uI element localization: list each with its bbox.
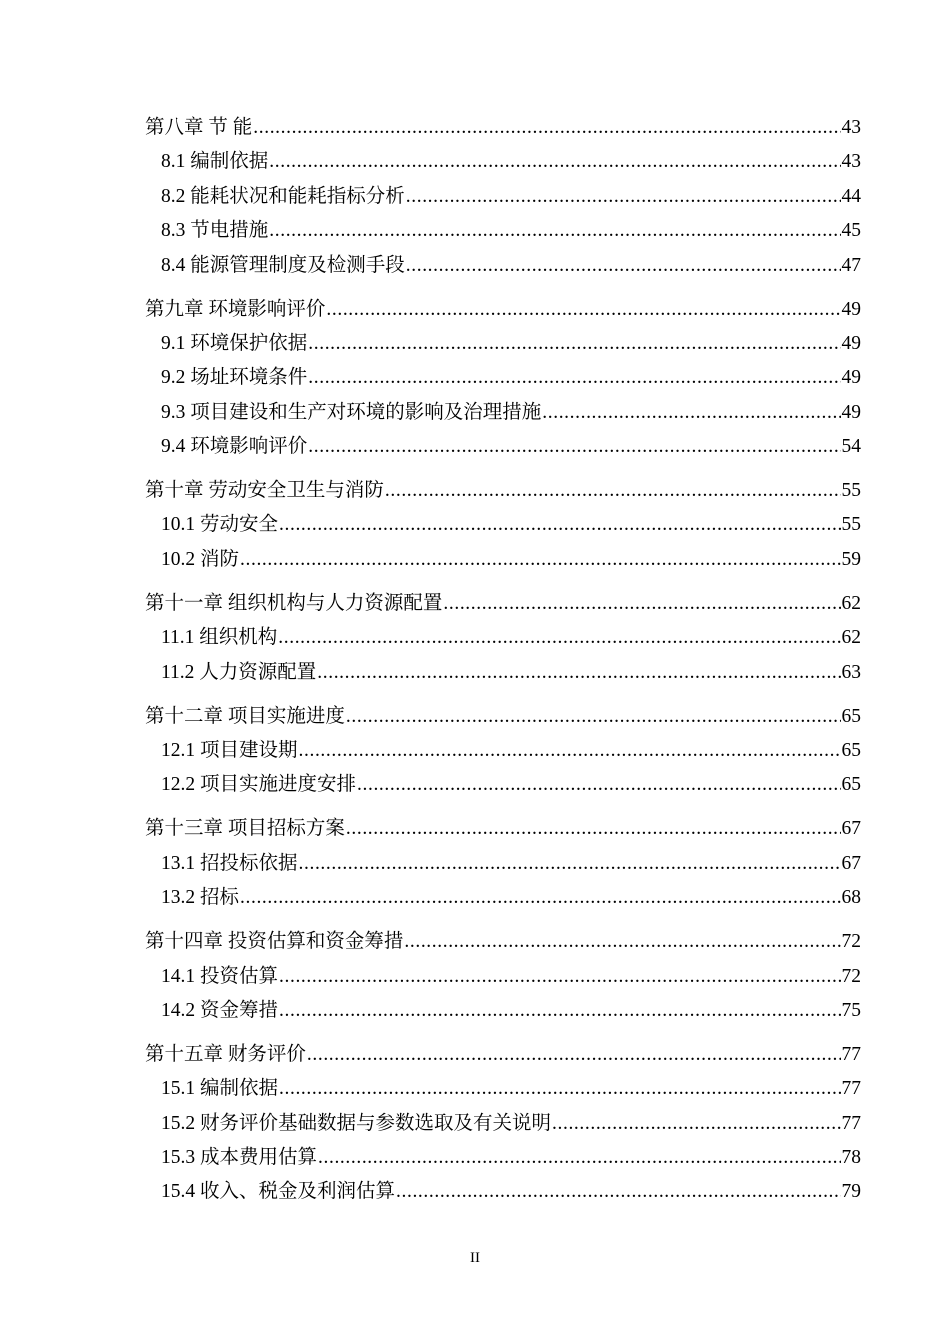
toc-entry-label: 第十三章 项目招标方案 bbox=[145, 818, 345, 840]
toc-entry-page: 49 bbox=[841, 367, 861, 389]
dot-leader bbox=[279, 1072, 840, 1106]
toc-entry-label: 8.2 能耗状况和能耗指标分析 bbox=[161, 185, 405, 207]
toc-entry-page: 77 bbox=[841, 1043, 861, 1065]
toc-section-entry[interactable] bbox=[145, 180, 861, 214]
toc-entry-label: 第九章 环境影响评价 bbox=[145, 298, 326, 320]
toc-entry-label: 9.4 环境影响评价 bbox=[161, 436, 308, 458]
toc-section-entry[interactable] bbox=[145, 960, 861, 994]
toc-section-entry[interactable] bbox=[145, 1175, 861, 1209]
toc-entry-label: 15.4 收入、税金及利润估算 bbox=[161, 1181, 396, 1203]
dot-leader bbox=[279, 994, 840, 1028]
dot-leader bbox=[299, 847, 841, 881]
toc-entry-label: 8.4 能源管理制度及检测手段 bbox=[161, 254, 405, 276]
toc-entry-label: 13.1 招投标依据 bbox=[161, 852, 298, 874]
dot-leader bbox=[308, 430, 840, 464]
toc-section-entry[interactable] bbox=[145, 145, 861, 179]
dot-leader bbox=[240, 543, 840, 577]
toc-section-entry[interactable] bbox=[145, 361, 861, 395]
toc-entry-label: 14.2 资金筹措 bbox=[161, 999, 279, 1021]
dot-leader bbox=[307, 1038, 841, 1072]
toc-chapter-entry[interactable] bbox=[145, 1038, 861, 1072]
toc-entry-label: 12.1 项目建设期 bbox=[161, 740, 298, 762]
toc-entry-label: 第十二章 项目实施进度 bbox=[145, 705, 345, 727]
toc-entry-label: 8.3 节电措施 bbox=[161, 220, 269, 242]
toc-entry-label: 9.2 场址环境条件 bbox=[161, 367, 308, 389]
dot-leader bbox=[240, 881, 840, 915]
toc-section-entry[interactable] bbox=[145, 543, 861, 577]
toc-entry-page: 44 bbox=[841, 185, 861, 207]
toc-section-entry[interactable] bbox=[145, 734, 861, 768]
toc-section-entry[interactable] bbox=[145, 1141, 861, 1175]
dot-leader bbox=[396, 1175, 840, 1209]
toc-entry-label: 9.3 项目建设和生产对环境的影响及治理措施 bbox=[161, 401, 542, 423]
toc-entry-page: 62 bbox=[841, 592, 861, 614]
toc-section-entry[interactable] bbox=[145, 847, 861, 881]
toc-section-entry[interactable] bbox=[145, 994, 861, 1028]
toc-entry-page: 67 bbox=[841, 852, 861, 874]
toc-section-entry[interactable] bbox=[145, 508, 861, 542]
dot-leader bbox=[542, 396, 840, 430]
toc-section-entry[interactable] bbox=[145, 881, 861, 915]
toc-chapter-entry[interactable] bbox=[145, 111, 861, 145]
toc-entry-label: 15.1 编制依据 bbox=[161, 1078, 279, 1100]
toc-entry-label: 第十五章 财务评价 bbox=[145, 1043, 306, 1065]
toc-entry-page: 67 bbox=[841, 818, 861, 840]
toc-entry-label: 第八章 节 能 bbox=[145, 117, 253, 138]
toc-entry-page: 79 bbox=[841, 1181, 861, 1203]
dot-leader bbox=[269, 214, 840, 248]
toc-entry-page: 54 bbox=[841, 436, 861, 458]
toc-entry-label: 9.1 环境保护依据 bbox=[161, 332, 308, 354]
toc-entry-page: 62 bbox=[841, 627, 861, 649]
toc-section-entry[interactable] bbox=[145, 396, 861, 430]
toc-section-entry[interactable] bbox=[145, 768, 861, 802]
toc-chapter-entry[interactable] bbox=[145, 293, 861, 327]
toc-entry-label: 8.1 编制依据 bbox=[161, 151, 269, 173]
toc-entry-page: 77 bbox=[841, 1112, 861, 1134]
toc-entry-label: 15.3 成本费用估算 bbox=[161, 1147, 318, 1169]
toc-section-entry[interactable] bbox=[145, 214, 861, 248]
toc-entry-page: 65 bbox=[841, 740, 861, 762]
toc-chapter-entry[interactable] bbox=[145, 587, 861, 621]
toc-chapter-entry[interactable] bbox=[145, 474, 861, 508]
toc-section-entry[interactable] bbox=[145, 430, 861, 464]
toc-entry-page: 72 bbox=[841, 931, 861, 953]
toc-entry-label: 11.1 组织机构 bbox=[161, 627, 278, 649]
table-of-contents bbox=[145, 111, 861, 1210]
dot-leader bbox=[326, 293, 840, 327]
toc-section-entry[interactable] bbox=[145, 249, 861, 283]
toc-entry-page: 72 bbox=[841, 965, 861, 987]
toc-entry-page: 55 bbox=[841, 480, 861, 502]
toc-entry-page: 59 bbox=[841, 548, 861, 570]
toc-entry-page: 55 bbox=[841, 514, 861, 536]
toc-section-entry[interactable] bbox=[145, 656, 861, 690]
dot-leader bbox=[279, 508, 840, 542]
toc-entry-page: 49 bbox=[841, 298, 861, 320]
dot-leader bbox=[308, 361, 840, 395]
toc-chapter-entry[interactable] bbox=[145, 812, 861, 846]
dot-leader bbox=[269, 145, 840, 179]
toc-entry-label: 第十一章 组织机构与人力资源配置 bbox=[145, 592, 443, 614]
toc-entry-page: 43 bbox=[841, 151, 861, 173]
toc-entry-label: 第十章 劳动安全卫生与消防 bbox=[145, 480, 384, 502]
dot-leader bbox=[385, 474, 841, 508]
toc-entry-page: 49 bbox=[841, 332, 861, 354]
toc-entry-label: 13.2 招标 bbox=[161, 887, 240, 909]
dot-leader bbox=[279, 960, 840, 994]
toc-entry-page: 63 bbox=[841, 661, 861, 683]
dot-leader bbox=[443, 587, 840, 621]
toc-entry-page: 45 bbox=[841, 220, 861, 242]
toc-section-entry[interactable] bbox=[145, 1072, 861, 1106]
dot-leader bbox=[253, 111, 840, 145]
dot-leader bbox=[346, 700, 841, 734]
toc-entry-label: 11.2 人力资源配置 bbox=[161, 661, 317, 683]
toc-entry-page: 68 bbox=[841, 887, 861, 909]
dot-leader bbox=[404, 925, 840, 959]
toc-chapter-entry[interactable] bbox=[145, 925, 861, 959]
toc-entry-page: 65 bbox=[841, 774, 861, 796]
toc-section-entry[interactable] bbox=[145, 1107, 861, 1141]
toc-entry-label: 14.1 投资估算 bbox=[161, 965, 279, 987]
toc-section-entry[interactable] bbox=[145, 327, 861, 361]
toc-entry-page: 77 bbox=[841, 1078, 861, 1100]
dot-leader bbox=[552, 1107, 840, 1141]
toc-entry-label: 10.1 劳动安全 bbox=[161, 514, 279, 536]
toc-entry-label: 10.2 消防 bbox=[161, 548, 240, 570]
toc-entry-page: 78 bbox=[841, 1147, 861, 1169]
toc-entry-page: 49 bbox=[841, 401, 861, 423]
dot-leader bbox=[357, 768, 840, 802]
dot-leader bbox=[299, 734, 841, 768]
dot-leader bbox=[308, 327, 840, 361]
page-number: II bbox=[470, 1250, 480, 1266]
toc-entry-page: 75 bbox=[841, 999, 861, 1021]
toc-chapter-entry[interactable] bbox=[145, 700, 861, 734]
toc-entry-page: 43 bbox=[841, 117, 861, 138]
dot-leader bbox=[278, 621, 840, 655]
dot-leader bbox=[317, 656, 840, 690]
toc-section-entry[interactable] bbox=[145, 621, 861, 655]
toc-entry-label: 12.2 项目实施进度安排 bbox=[161, 774, 357, 796]
dot-leader bbox=[318, 1141, 840, 1175]
dot-leader bbox=[406, 180, 841, 214]
toc-entry-page: 65 bbox=[841, 705, 861, 727]
toc-entry-page: 47 bbox=[841, 254, 861, 276]
dot-leader bbox=[406, 249, 841, 283]
dot-leader bbox=[346, 812, 841, 846]
toc-entry-label: 15.2 财务评价基础数据与参数选取及有关说明 bbox=[161, 1112, 552, 1134]
toc-entry-label: 第十四章 投资估算和资金筹措 bbox=[145, 931, 404, 953]
